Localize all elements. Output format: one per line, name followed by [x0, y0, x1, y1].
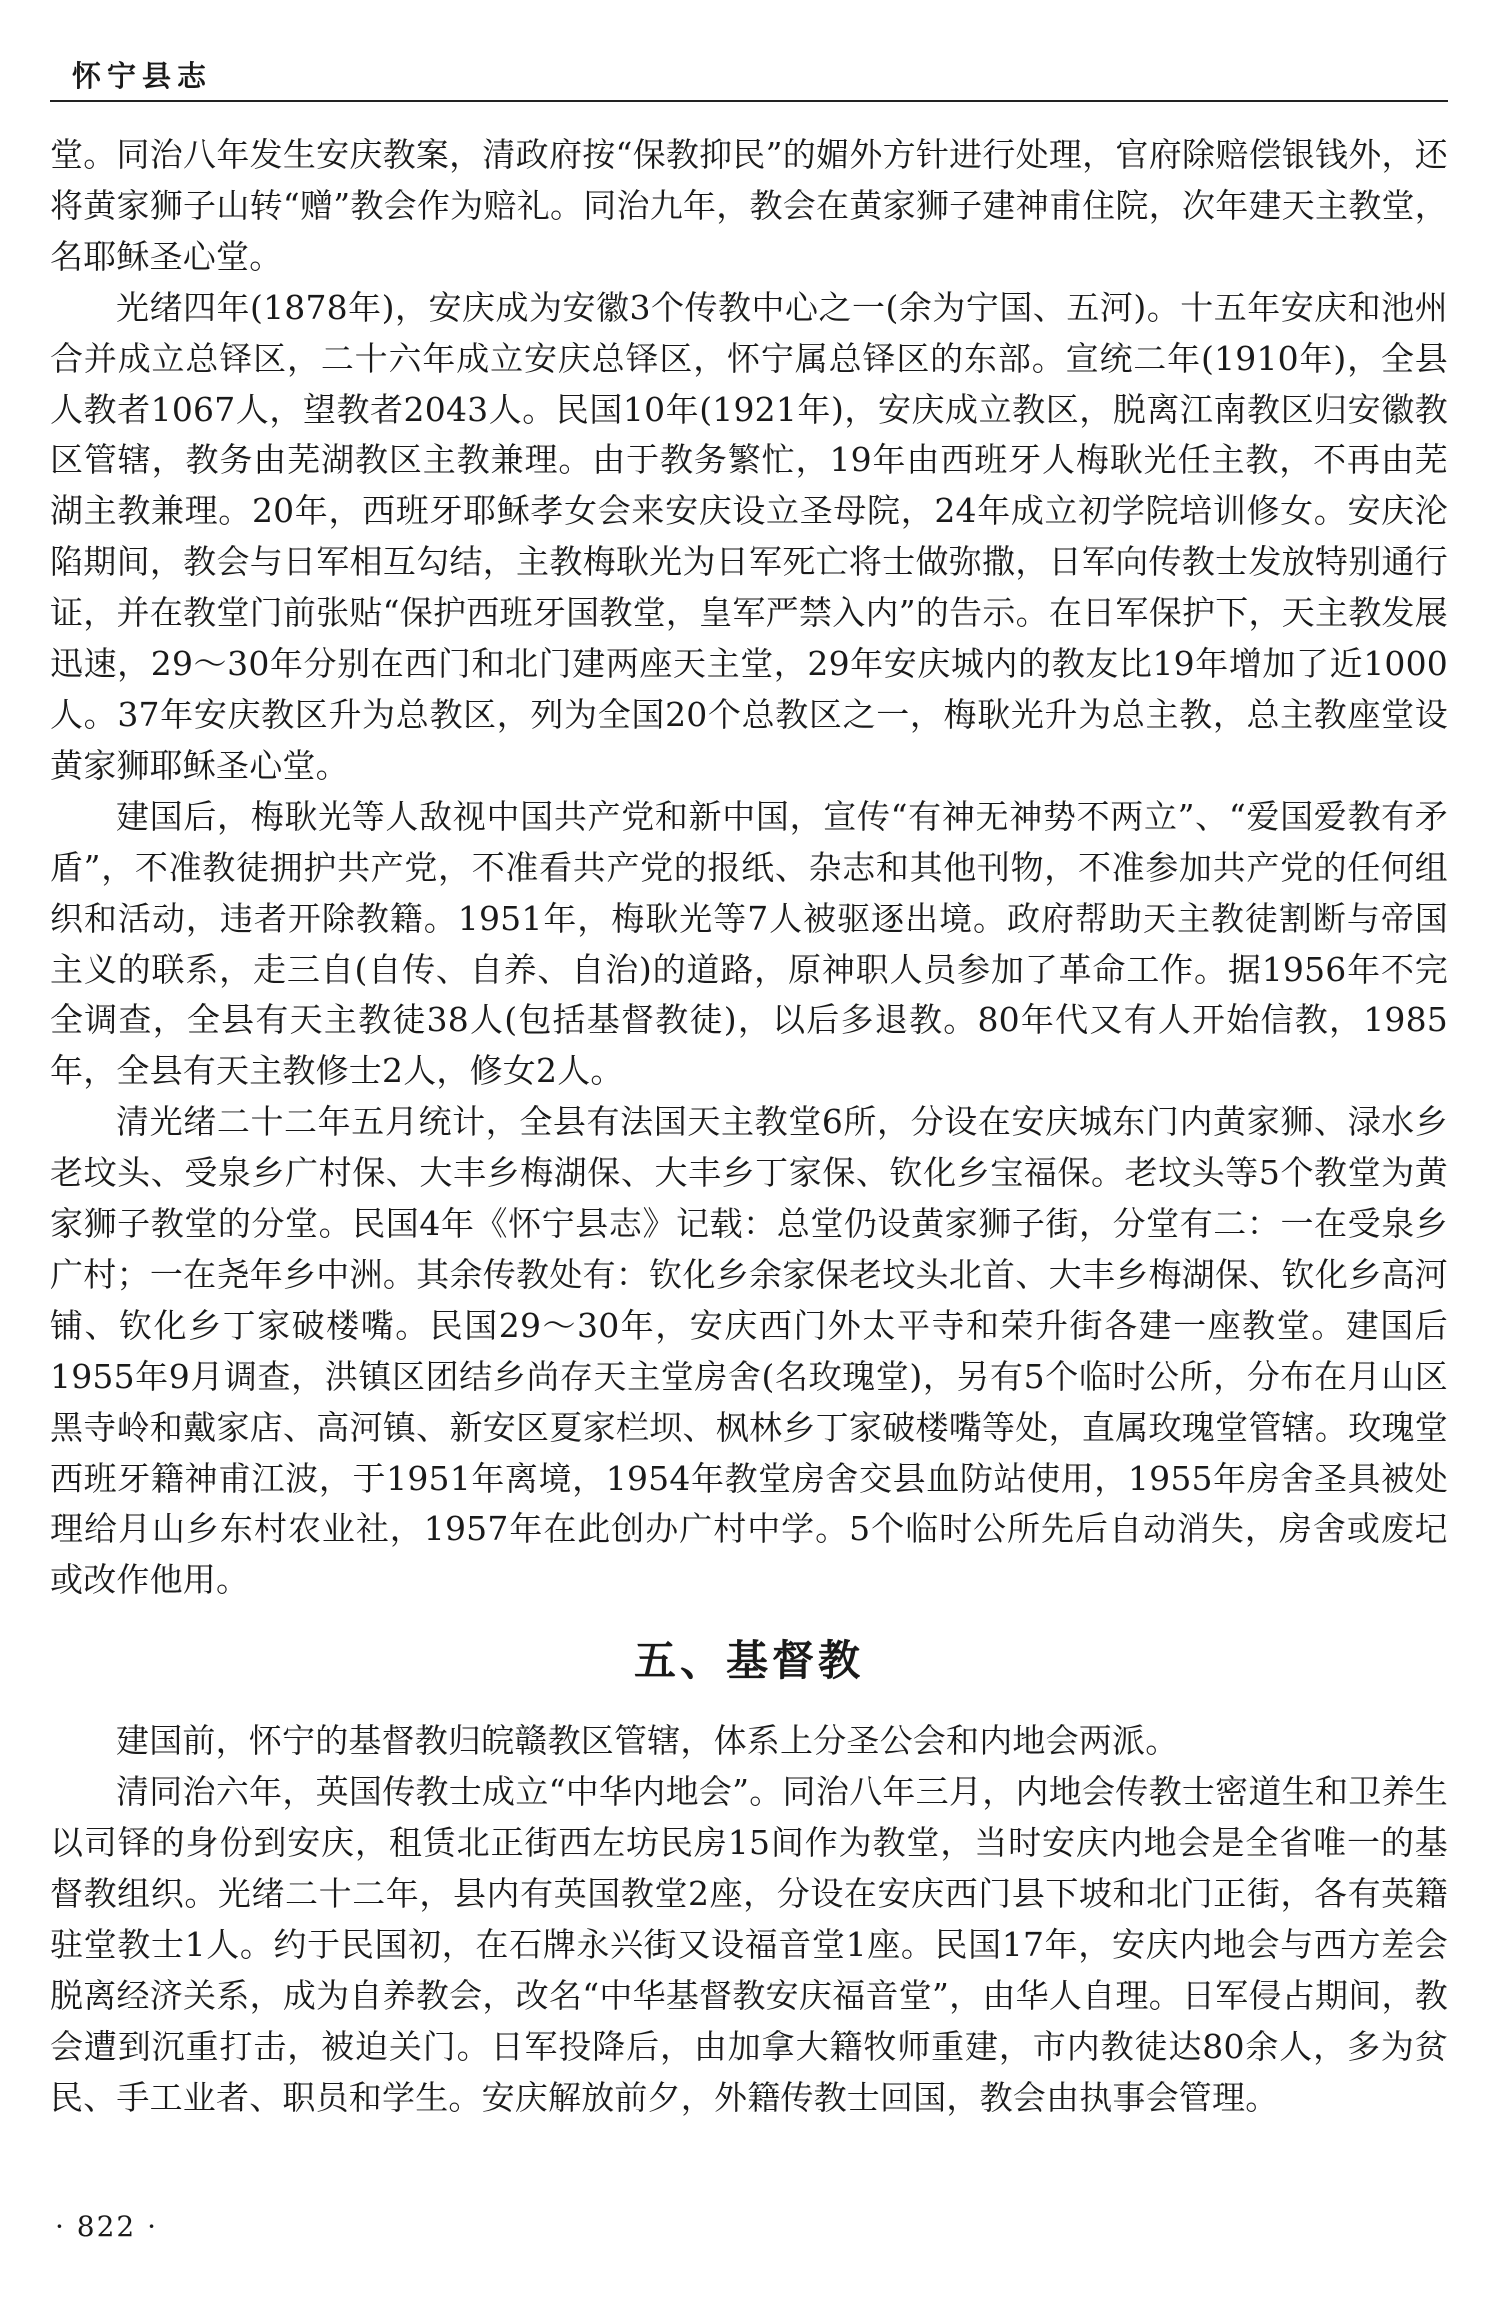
body-text: [50, 130, 1448, 2124]
page-number: · 822 ·: [55, 2210, 159, 2243]
paragraph: 光绪四年(1878年)，安庆成为安徽3个传教中心之一(余为宁国、五河)。十五年安庆和池州合并成立总铎区，二十六年成立安庆总铎区，怀宁属总铎区的东部。宣统二年(1910年)，全县人教者1067人，望教者2043人。民国10年(1921年)，安庆成立教区，脱离江南教区归安徽教区管辖，教务由芜湖教区主教兼理。由于教务繁忙，19年由西班牙人梅耿光任主教，不再由芜湖主教兼理。20年，西班牙耶稣孝女会来安庆设立圣母院，24年成立初学院培训修女。安庆沦陷期间，教会与日军相互勾结，主教梅耿光为日军死亡将士做弥撒，日军向传教士发放特别通行证，并在教堂门前张贴“保护西班牙国教堂，皇军严禁入内”的告示。在日军保护下，天主教发展迅速，29～30年分别在西门和北门建两座天主堂，29年安庆城内的教友比19年增加了近1000人。37年安庆教区升为总教区，列为全国20个总教区之一，梅耿光升为总主教，总主教座堂设黄家狮耶稣圣心堂。: [50, 287, 1449, 785]
section-heading: 五、基督教: [633, 1636, 864, 1686]
paragraph: 建国后，梅耿光等人敌视中国共产党和新中国，宣传“有神无神势不两立”、“爱国爱教有矛盾”，不准教徒拥护共产党，不准看共产党的报纸、杂志和其他刊物，不准参加共产党的任何组织和活动，违者开除教籍。1951年，梅耿光等7人被驱逐出境。政府帮助天主教徒割断与帝国主义的联系，走三自(自传、自养、自治)的道路，原神职人员参加了革命工作。据1956年不完全调查，全县有天主教徒38人(包括基督教徒)，以后多退教。80年代又有人开始信教，1985年，全县有天主教修士2人，修女2人。: [50, 796, 1448, 1091]
paragraph: 建国前，怀宁的基督教归皖赣教区管辖，体系上分圣公会和内地会两派。: [116, 1721, 1179, 1761]
running-head: [50, 40, 1448, 102]
running-head-title: 怀宁县志: [72, 59, 213, 93]
paragraph: 堂。同治八年发生安庆教案，清政府按“保教抑民”的媚外方针进行处理，官府除赔偿银钱外，还将黄家狮子山转“赠”教会作为赔礼。同治九年，教会在黄家狮子建神甫住院，次年建天主教堂，名耶稣圣心堂。: [50, 135, 1448, 276]
paragraph: 清光绪二十二年五月统计，全县有法国天主教堂6所，分设在安庆城东门内黄家狮、渌水乡老坟头、受泉乡广村保、大丰乡梅湖保、大丰乡丁家保、钦化乡宝福保。老坟头等5个教堂为黄家狮子教堂的分堂。民国4年《怀宁县志》记载：总堂仍设黄家狮子街，分堂有二：一在受泉乡广村；一在尧年乡中洲。其余传教处有：钦化乡余家保老坟头北首、大丰乡梅湖保、钦化乡高河铺、钦化乡丁家破楼嘴。民国29～30年，安庆西门外太平寺和荣升街各建一座教堂。建国后1955年9月调查，洪镇区团结乡尚存天主堂房舍(名玫瑰堂)，另有5个临时公所，分布在月山区黑寺岭和戴家店、高河镇、新安区夏家栏坝、枫林乡丁家破楼嘴等处，直属玫瑰堂管辖。玫瑰堂西班牙籍神甫江波，于1951年离境，1954年教堂房舍交县血防站使用，1955年房舍圣具被处理给月山乡东村农业社，1957年在此创办广村中学。5个临时公所先后自动消失，房舍或废圮或改作他用。: [50, 1102, 1448, 1600]
paragraph: 清同治六年，英国传教士成立“中华内地会”。同治八年三月，内地会传教士密道生和卫养生以司铎的身份到安庆，租赁北正街西左坊民房15间作为教堂，当时安庆内地会是全省唯一的基督教组织。光绪二十二年，县内有英国教堂2座，分设在安庆西门县下坡和北门正街，各有英籍驻堂教士1人。约于民国初，在石牌永兴街又设福音堂1座。民国17年，安庆内地会与西方差会脱离经济关系，成为自养教会，改名“中华基督教安庆福音堂”，由华人自理。日军侵占期间，教会遭到沉重打击，被迫关门。日军投降后，由加拿大籍牧师重建，市内教徒达80余人，多为贫民、手工业者、职员和学生。安庆解放前夕，外籍传教士回国，教会由执事会管理。: [50, 1772, 1448, 2117]
